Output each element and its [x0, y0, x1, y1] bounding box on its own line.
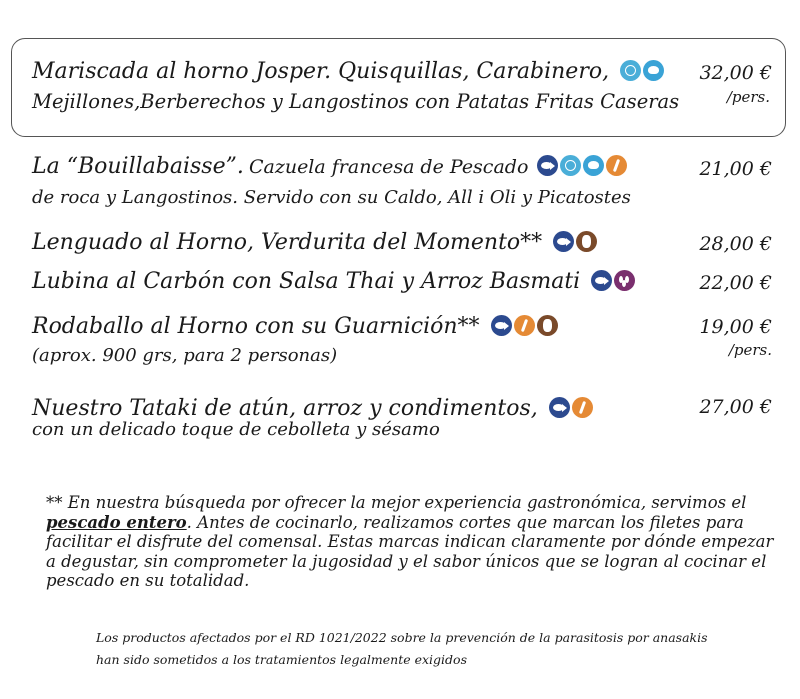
mollusc-icon — [560, 155, 581, 176]
item-unit: /pers. — [726, 88, 770, 106]
fish-icon — [491, 315, 512, 336]
legal-line: Los productos afectados por el RD 1021/2022 sobre la prevención de la parasitosis por anasakis — [96, 630, 708, 645]
footnote — [46, 493, 786, 591]
item-name: La “Bouillabaisse”. — [32, 154, 244, 179]
item-price: 21,00 € — [699, 158, 772, 180]
item-name: Rodaballo al Horno con su Guarnición** — [32, 314, 480, 339]
gluten-icon — [606, 155, 627, 176]
footnote-emphasis: pescado entero — [46, 512, 187, 532]
celery-icon — [576, 231, 597, 252]
item-price: 22,00 € — [699, 272, 772, 294]
footnote-suffix: . Antes de cocinarlo, realizamos cortes que marcan los filetes para facilitar el disfrute del comensal. Estas marcas indican claramente por dónde empezar a degustar, sin comprometer la jugosidad y el sabor únicos que se logran al cocinar el pescado en su totalidad. — [46, 512, 774, 590]
footnote-prefix: ** En nuestra búsqueda por ofrecer la mejor experiencia gastronómica, servimos el — [46, 493, 747, 512]
fish-icon — [549, 397, 570, 418]
mollusc-icon — [620, 60, 641, 81]
item-price: 32,00 € — [699, 62, 772, 84]
item-price: 19,00 € — [699, 316, 772, 338]
item-name: Lubina al Carbón con Salsa Thai y Arroz Basmati — [32, 269, 581, 294]
fish-icon — [537, 155, 558, 176]
fish-icon — [591, 270, 612, 291]
item-name: Mariscada al horno Josper. Quisquillas, Carabinero, — [32, 59, 610, 84]
celery-icon — [537, 315, 558, 336]
legal-line: han sido sometidos a los tratamientos legalmente exigidos — [96, 652, 467, 667]
crustacean-icon — [643, 60, 664, 81]
gluten-icon — [514, 315, 535, 336]
sesame-icon — [614, 270, 635, 291]
item-price: 27,00 € — [699, 396, 772, 418]
crustacean-icon — [583, 155, 604, 176]
legal-notice — [96, 627, 708, 671]
item-name: Nuestro Tataki de atún, arroz y condimentos, — [32, 396, 538, 421]
item-description: de roca y Langostinos. Servido con su Caldo, All i Oli y Picatostes — [32, 187, 631, 208]
item-description: Mejillones,Berberechos y Langostinos con Patatas Fritas Caseras — [32, 90, 680, 113]
featured-item-box — [11, 38, 786, 137]
item-description: (aprox. 900 grs, para 2 personas) — [32, 345, 338, 366]
fish-icon — [553, 231, 574, 252]
item-description: Cazuela francesa de Pescado — [248, 156, 529, 178]
item-description: con un delicado toque de cebolleta y sésamo — [32, 419, 440, 440]
gluten-icon — [572, 397, 593, 418]
item-unit: /pers. — [728, 341, 772, 359]
item-name: Lenguado al Horno, Verdurita del Momento** — [32, 230, 543, 255]
item-price: 28,00 € — [699, 233, 772, 255]
